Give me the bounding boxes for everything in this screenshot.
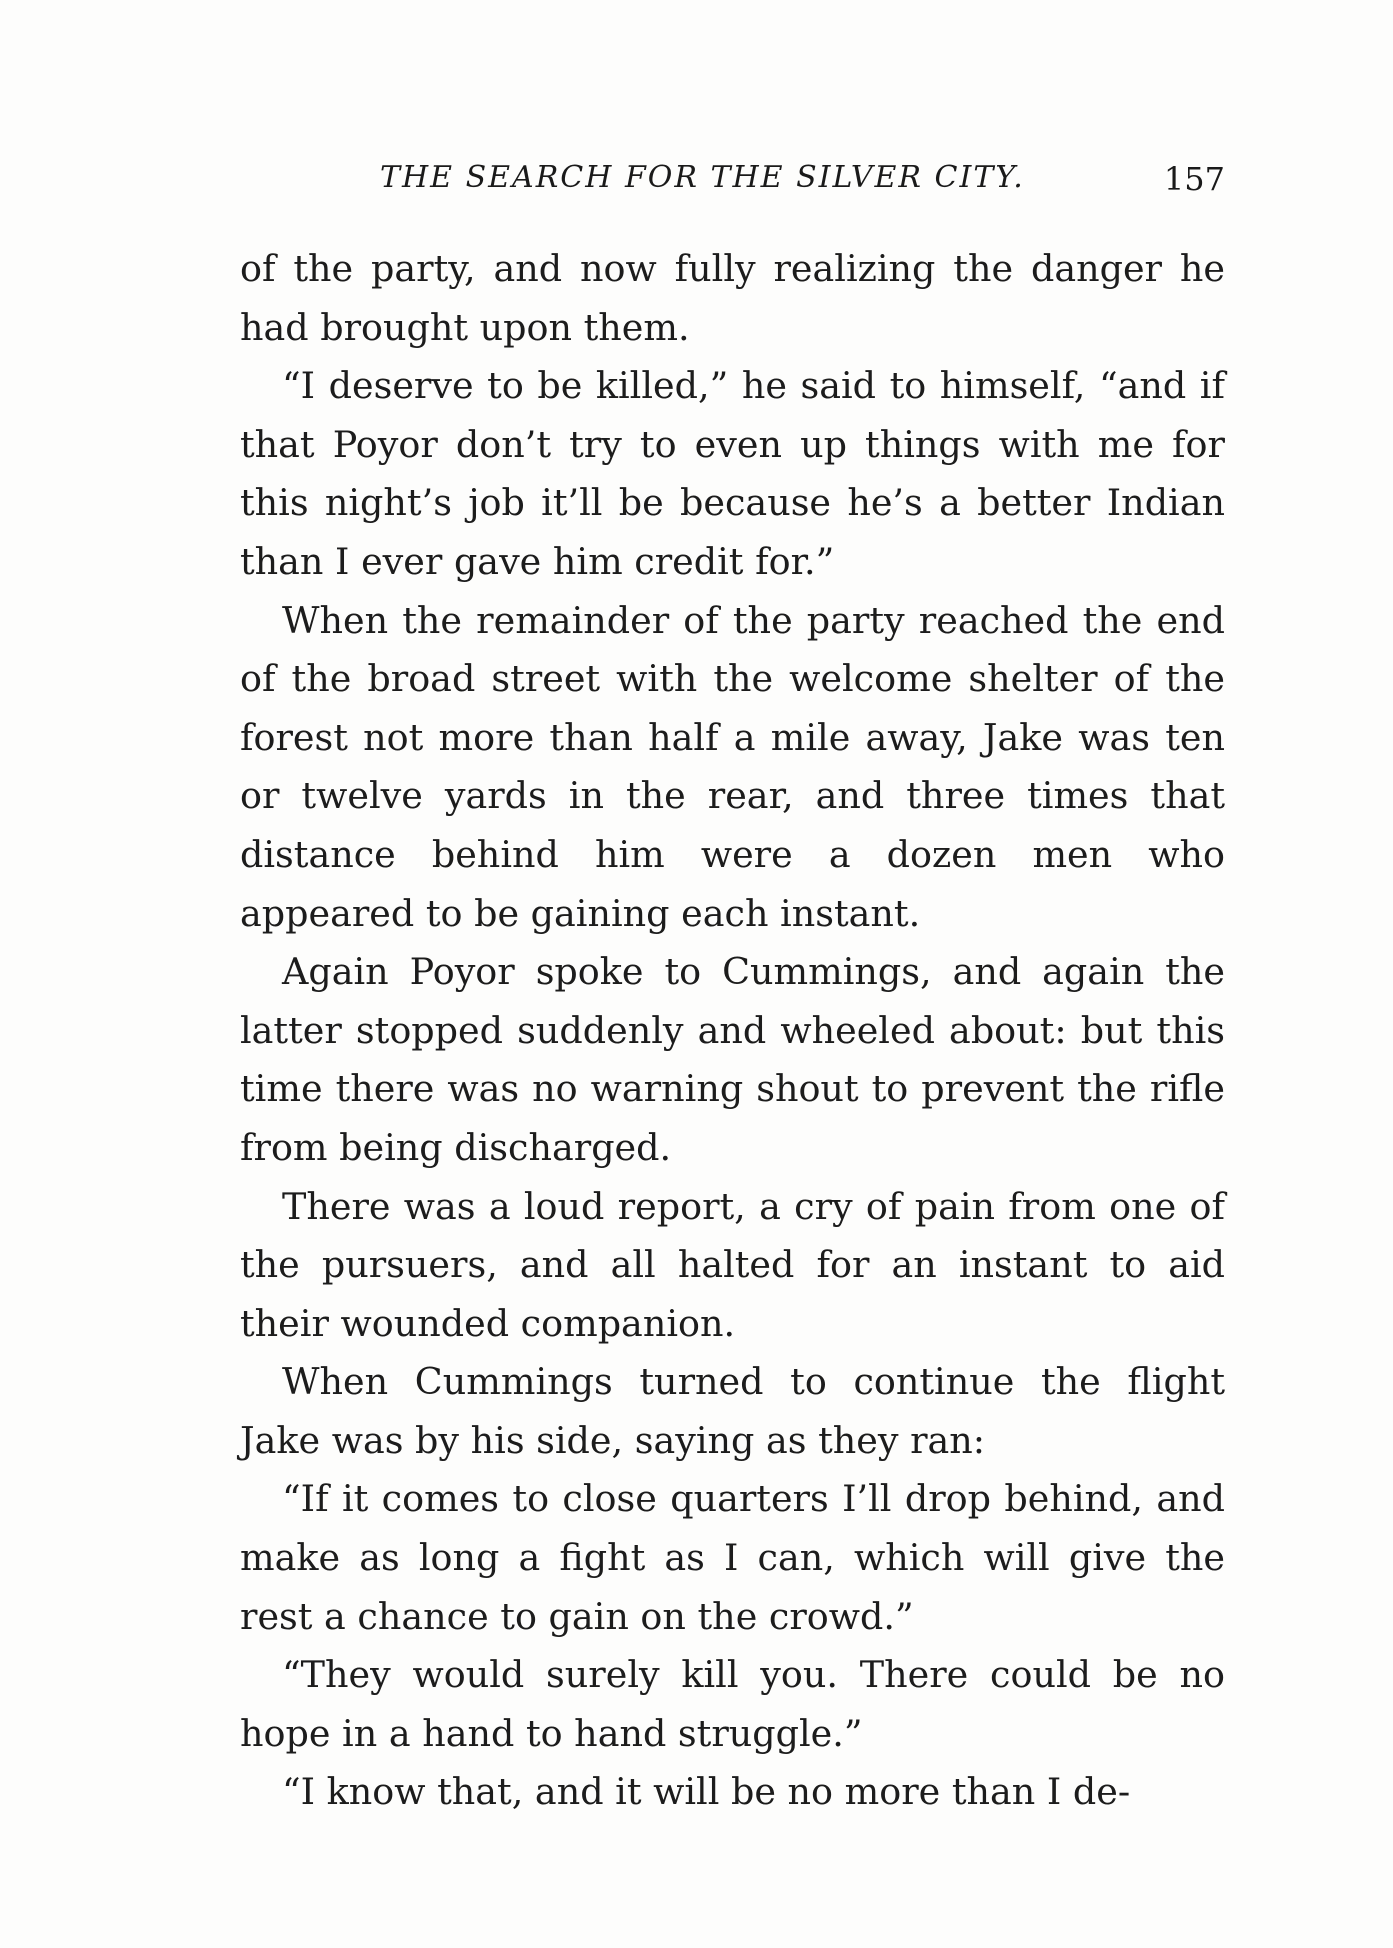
paragraph: Again Poyor spoke to Cummings, and again the latter stopped suddenly and wheeled about: but this time there was no warning shout to prevent the rifle from being discharged. <box>240 950 1225 1169</box>
paragraph-continuation: of the party, and now fully realizing the danger he had brought upon them. <box>240 247 1225 349</box>
paragraph: “I deserve to be killed,” he said to himself, “and if that Poyor don’t try to even up things with me for this night’s job it’ll be because he’s a better Indian than I ever gave him credit for.” <box>240 364 1225 583</box>
paragraph: When the remainder of the party reached the end of the broad street with the welcome shelter of the forest not more than half a mile away, Jake was ten or twelve yards in the rear, and three times that distance behind him were a dozen men who appeared to be gaining each instant. <box>240 598 1225 935</box>
paragraph: “They would surely kill you. There could be no hope in a hand to hand struggle.” <box>240 1653 1225 1755</box>
body-text <box>240 240 1225 1822</box>
page-number: 157 <box>1163 160 1225 198</box>
paragraph: There was a loud report, a cry of pain from one of the pursuers, and all halted for an instant to aid their wounded companion. <box>240 1184 1225 1345</box>
paragraph: “If it comes to close quarters I’ll drop behind, and make as long a fight as I can, which will give the rest a chance to gain on the crowd.” <box>240 1477 1225 1638</box>
paragraph: When Cummings turned to continue the flight Jake was by his side, saying as they ran: <box>240 1360 1225 1462</box>
running-head <box>240 160 1225 210</box>
running-title: THE SEARCH FOR THE SILVER CITY. <box>380 160 1025 195</box>
paragraph-unfinished: “I know that, and it will be no more than I de- <box>282 1770 1131 1814</box>
